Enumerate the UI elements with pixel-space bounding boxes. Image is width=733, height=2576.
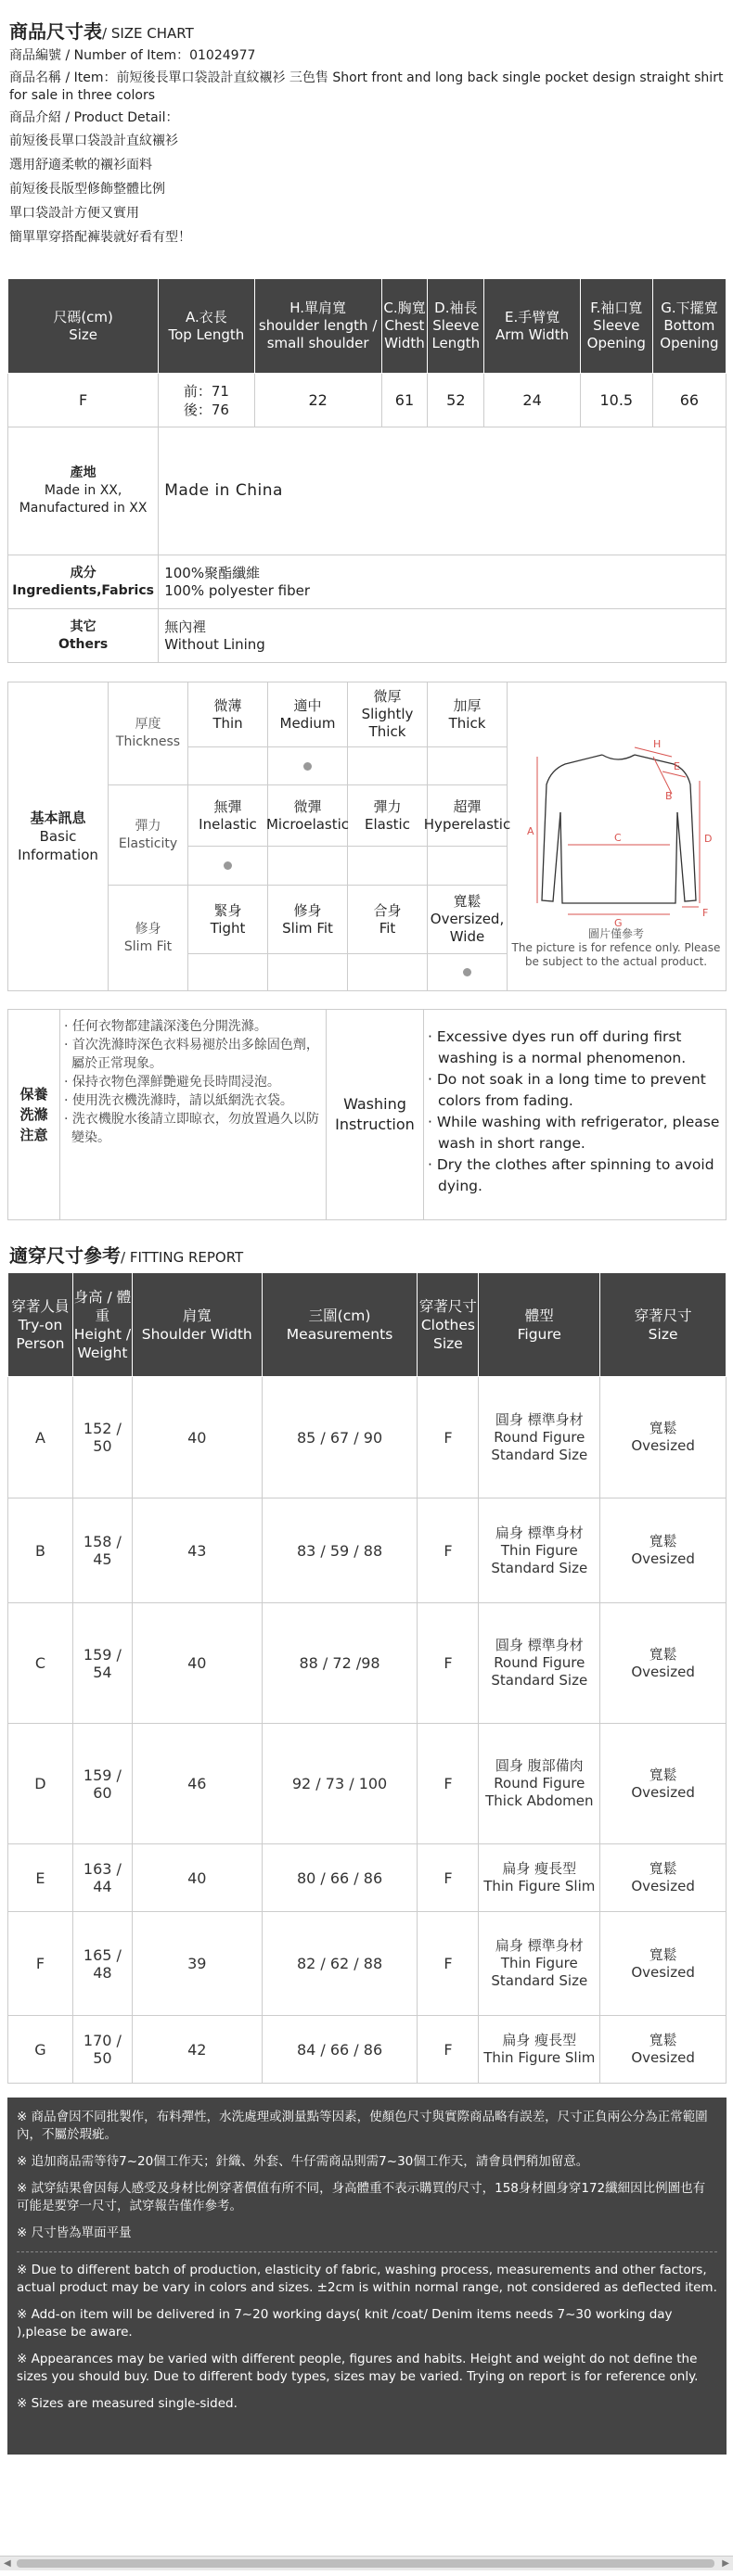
slimfit-row <box>109 886 508 990</box>
dot-cell <box>188 847 268 885</box>
basic-info-panel <box>7 682 727 991</box>
th-zh: G.下擺寬 <box>661 300 718 316</box>
option-inelastic <box>188 785 268 847</box>
dot-cell <box>348 747 428 784</box>
wash-zh-text: 使用洗衣機洗滌時，請以紙網洗衣袋。 <box>71 1093 293 1108</box>
cell-fit <box>600 2016 727 2084</box>
washing-en-list <box>428 1027 720 1197</box>
th-zh: E.手臂寬 <box>504 308 560 325</box>
opt-zh: 微薄 <box>213 696 242 714</box>
cell-person: B <box>8 1498 73 1603</box>
th-zh: D.袖長 <box>434 300 478 316</box>
opt-en: Elastic <box>365 815 410 833</box>
washing-zh-list <box>64 1017 326 1147</box>
opt-en: Tight <box>210 919 246 937</box>
fit-zh: 寬鬆 <box>649 2032 677 2048</box>
table-row <box>8 2016 727 2084</box>
note-zh: ※ 尺寸皆為單面平量 <box>17 2225 132 2240</box>
size-row <box>8 374 727 427</box>
fit-zh: 寬鬆 <box>649 1533 677 1549</box>
product-detail-label: 商品介紹 / Product Detail： <box>9 110 179 125</box>
dot-cell <box>268 747 348 784</box>
chest-value: 61 <box>381 374 428 427</box>
cell-fit <box>600 1844 727 1912</box>
cell-shoulder: 43 <box>132 1498 262 1603</box>
cell-meas: 88 / 72 /98 <box>262 1603 418 1724</box>
opt-zh: 修身 <box>293 901 322 919</box>
opt-zh: 加厚 <box>453 696 482 714</box>
cell-meas: 85 / 67 / 90 <box>262 1377 418 1498</box>
cell-size: F <box>418 1724 479 1844</box>
fit-zh: 寬鬆 <box>649 1945 677 1963</box>
cell-shoulder: 46 <box>132 1724 262 1844</box>
attr-name-en: Elasticity <box>118 835 178 851</box>
th-zh: C.胸寬 <box>383 300 426 316</box>
col-size <box>8 279 159 374</box>
opt-zh: 無彈 <box>213 797 242 815</box>
origin-label-en: Made in XX, Manufactured in XX <box>19 483 148 516</box>
basic-info-label-zh: 基本訊息 <box>30 810 86 826</box>
cell-hw: 159 / 60 <box>72 1724 132 1844</box>
selected-dot <box>224 861 232 870</box>
fig-en: Thin Figure Slim <box>483 2049 596 2066</box>
washing-instruction-text: Washing Instruction <box>335 1095 415 1133</box>
th-en: Bottom Opening <box>660 317 719 351</box>
material-value <box>159 555 727 609</box>
note-en: ※ Add-on item will be delivered in 7~20 working days( knit /coat/ Denim items needs 7~30 working day ),please be aware. <box>17 2307 673 2340</box>
washing-en-item: · Excessive dyes run off during first washing is a normal phenomenon. <box>428 1028 687 1066</box>
washing-zh-item: · 使用洗衣機洗滌時，請以紙網洗衣袋。 <box>64 1093 293 1108</box>
option-tight <box>188 886 268 954</box>
th-height-weight <box>72 1273 132 1377</box>
th-zh: 肩寬 <box>182 1307 212 1324</box>
diagram-letter: F <box>702 907 709 919</box>
cell-figure <box>479 1498 600 1603</box>
attribute-grid <box>109 682 511 990</box>
dot-cell <box>188 954 268 990</box>
fitting-title-zh: 適穿尺寸參考 <box>9 1244 121 1267</box>
th-en: Measurements <box>286 1325 393 1343</box>
notes-panel <box>7 2098 727 2455</box>
fit-en: Ovesized <box>631 1878 695 1894</box>
table-row <box>8 1603 727 1724</box>
fit-en: Ovesized <box>631 1783 695 1801</box>
cell-shoulder: 42 <box>132 2016 262 2084</box>
item-name: 商品名稱 / Item：前短後長單口袋設計直紋襯衫 三色售 Short front and long back single pocket design straight shirt for sale in three colors <box>9 70 724 103</box>
opt-en: Thick <box>448 714 486 732</box>
opt-zh: 超彈 <box>453 797 482 815</box>
opt-en: Slim Fit <box>282 919 333 937</box>
opt-zh: 微厚 <box>373 688 402 705</box>
opt-en: Fit <box>379 919 396 937</box>
item-number: 商品編號 / Number of Item：01024977 <box>9 48 256 63</box>
cuff-value: 10.5 <box>580 374 652 427</box>
opt-zh: 適中 <box>293 696 322 714</box>
cell-fit <box>600 1724 727 1844</box>
fit-zh: 寬鬆 <box>649 1420 677 1436</box>
other-zh: 無內裡 <box>164 618 207 635</box>
fit-zh: 寬鬆 <box>649 1860 677 1877</box>
cell-person: A <box>8 1377 73 1498</box>
cell-hw: 170 / 50 <box>72 2016 132 2084</box>
fit-en: Ovesized <box>631 1663 695 1680</box>
fig-zh: 扁身 瘦長型 <box>502 1860 577 1877</box>
col-chest <box>381 279 428 374</box>
cell-person: E <box>8 1844 73 1912</box>
opt-zh: 緊身 <box>213 901 242 919</box>
th-en: Try-on Person <box>16 1316 65 1352</box>
opt-zh: 寬鬆 <box>453 893 482 910</box>
th-en: Figure <box>517 1325 561 1343</box>
basic-info-label-en: Basic Information <box>18 828 98 863</box>
cell-size: F <box>418 1844 479 1912</box>
origin-label-zh: 產地 <box>70 465 96 480</box>
dot-cell <box>268 847 348 885</box>
arm-value: 24 <box>484 374 580 427</box>
basic-info-label <box>8 682 109 990</box>
scroll-left-arrow-icon[interactable]: ◀ <box>4 2558 11 2569</box>
fig-zh: 圓身 標準身材 <box>495 1637 584 1653</box>
fig-zh: 扁身 標準身材 <box>495 1524 584 1541</box>
th-en: shoulder length / small shoulder <box>258 317 378 351</box>
origin-value: Made in China <box>159 427 727 555</box>
thickness-row <box>109 682 508 785</box>
other-label-en: Others <box>58 636 109 652</box>
material-en: 100% polyester fiber <box>164 581 311 599</box>
washing-instruction-heading <box>326 1010 424 1219</box>
cell-figure <box>479 1912 600 2016</box>
th-clothes-size <box>418 1273 479 1377</box>
th-en: Shoulder Width <box>141 1325 252 1343</box>
origin-label <box>8 427 159 555</box>
note-zh: ※ 追加商品需等待7~20個工作天；針織、外套、牛仔需商品則需7~30個工作天，請會員們稍加留意。 <box>17 2154 589 2169</box>
option-slim-fit <box>268 886 348 954</box>
dot-cell <box>348 847 428 885</box>
elasticity-row <box>109 785 511 886</box>
th-zh: 穿著尺寸 <box>634 1307 692 1324</box>
washing-zh-item: · 洗衣機脫水後請立即晾衣，勿放置過久以防變染。 <box>64 1112 319 1145</box>
detail-line: 單口袋設計方便又實用 <box>9 206 139 221</box>
diagram-letter: E <box>674 760 680 772</box>
cell-hw: 165 / 48 <box>72 1912 132 2016</box>
cell-hw: 158 / 45 <box>72 1498 132 1603</box>
scrollbar-thumb[interactable] <box>17 2559 714 2568</box>
fig-en: Thin Figure Standard Size <box>491 1541 588 1576</box>
th-zh: 體型 <box>524 1307 554 1324</box>
opt-en: Microelastic <box>265 815 350 833</box>
diagram-letter: A <box>527 825 534 837</box>
cell-hw: 163 / 44 <box>72 1844 132 1912</box>
fig-zh: 扁身 瘦長型 <box>502 2032 577 2048</box>
fitting-title <box>9 1241 243 1268</box>
slimfit-label <box>109 886 188 990</box>
opt-en: Inelastic <box>199 815 257 833</box>
material-zh: 100%聚酯纖維 <box>164 564 261 581</box>
cell-figure <box>479 1844 600 1912</box>
dot-cell <box>428 747 508 784</box>
th-en: Sleeve Opening <box>586 317 646 351</box>
cell-fit <box>600 1912 727 2016</box>
opt-zh: 彈力 <box>373 797 402 815</box>
dot-cell <box>428 954 508 990</box>
th-zh: H.單肩寬 <box>289 300 347 316</box>
opt-zh: 微彈 <box>293 797 322 815</box>
opt-en: Thin <box>212 714 243 732</box>
thickness-label <box>109 682 188 784</box>
fig-en: Thin Figure Standard Size <box>491 1955 588 1989</box>
fit-en: Ovesized <box>631 1550 695 1567</box>
fig-en: Thin Figure Slim <box>483 1878 596 1894</box>
fitting-title-en: / FITTING REPORT <box>121 1249 244 1266</box>
material-label <box>8 555 159 609</box>
cell-hw: 152 / 50 <box>72 1377 132 1498</box>
fit-en: Ovesized <box>631 2049 695 2066</box>
page-title <box>9 17 194 44</box>
th-en: Sleeve Length <box>431 317 481 351</box>
fig-en: Round Figure Standard Size <box>491 1654 588 1689</box>
cell-meas: 82 / 62 / 88 <box>262 1912 418 2016</box>
option-thin <box>188 682 268 747</box>
detail-line: 簡單單穿搭配褲裝就好看有型！ <box>9 230 191 245</box>
horizontal-scrollbar[interactable] <box>0 2556 733 2570</box>
other-row <box>8 609 727 663</box>
opt-en: Slightly Thick <box>361 706 414 740</box>
fit-en: Ovesized <box>631 1437 695 1454</box>
fig-en: Round Figure Standard Size <box>491 1428 588 1463</box>
other-label-zh: 其它 <box>70 618 96 634</box>
cell-person: D <box>8 1724 73 1844</box>
col-sleeve <box>428 279 484 374</box>
cell-shoulder: 40 <box>132 1844 262 1912</box>
cell-size: F <box>418 2016 479 2084</box>
th-zh: 身高 / 體重 <box>73 1288 132 1324</box>
th-zh: A.衣長 <box>185 308 227 325</box>
size-value: F <box>8 374 159 427</box>
table-row <box>8 1498 727 1603</box>
cell-meas: 80 / 66 / 86 <box>262 1844 418 1912</box>
th-zh: 三圍(cm) <box>308 1307 371 1324</box>
note-en: ※ Appearances may be varied with different people, figures and habits. Height and weight do not define the sizes you should buy. Due to different body types, sizes may be varied. Trying on report is for reference only. <box>17 2352 699 2384</box>
bottom-value: 66 <box>652 374 726 427</box>
table-row <box>8 1724 727 1844</box>
attr-name-zh: 修身 <box>135 921 161 937</box>
origin-row <box>8 427 727 555</box>
opt-zh: 合身 <box>373 901 402 919</box>
washing-panel <box>7 1009 727 1220</box>
fig-en: Round Figure Thick Abdomen <box>485 1775 594 1809</box>
washing-label-text: 保養洗滌注意 <box>19 1086 48 1143</box>
cell-size: F <box>418 1912 479 2016</box>
dot-cell <box>348 954 428 990</box>
opt-en: Medium <box>279 714 336 732</box>
material-label-en: Ingredients,Fabrics <box>12 582 154 598</box>
title-zh: 商品尺寸表 <box>9 20 102 43</box>
note-en: ※ Due to different batch of production, elasticity of fabric, washing process, measurements and other factors, actual product may be vary in colors and sizes. ±2cm is within normal range, not considered as deflected item. <box>17 2263 717 2295</box>
table-row <box>8 1377 727 1498</box>
col-bottom <box>652 279 726 374</box>
th-zh: 穿著人員 <box>11 1297 70 1315</box>
diagram-letter: C <box>614 832 622 844</box>
cell-person: F <box>8 1912 73 2016</box>
col-shoulder <box>254 279 381 374</box>
fitting-table <box>7 1272 727 2084</box>
th-en: Top Length <box>168 325 245 343</box>
attr-name-zh: 彈力 <box>135 818 161 834</box>
detail-line: 前短後長單口袋設計直紋襯衫 <box>9 134 178 148</box>
length-value <box>159 374 254 427</box>
cell-fit <box>600 1377 727 1498</box>
th-zh: 穿著尺寸 <box>418 1297 477 1315</box>
scroll-right-arrow-icon[interactable]: ▶ <box>722 2558 729 2569</box>
notes-divider <box>17 2251 717 2252</box>
washing-zh-item: · 任何衣物都建議深淺色分開洗滌。 <box>64 1019 267 1034</box>
col-arm <box>484 279 580 374</box>
fit-zh: 寬鬆 <box>649 1645 677 1663</box>
col-cuff <box>580 279 652 374</box>
th-zh: F.袖口寬 <box>590 300 643 316</box>
attr-name-zh: 厚度 <box>135 717 161 732</box>
option-fit <box>348 886 428 954</box>
washing-label <box>8 1010 60 1219</box>
fig-zh: 圓身 標準身材 <box>495 1410 584 1428</box>
shoulder-value: 22 <box>254 374 381 427</box>
option-oversized <box>428 886 508 954</box>
attr-name-en: Thickness <box>115 734 181 749</box>
note-zh: ※ 商品會因不同批製作，布料彈性，水洗處理或測量點等因素，使顏色尺寸與實際商品略有誤差，尺寸正負兩公分為正常範圍內，不屬於瑕疵。 <box>17 2110 708 2142</box>
th-fit-size <box>600 1273 727 1377</box>
other-en: Without Lining <box>164 635 265 653</box>
washing-zh-item: · 首次洗滌時深色衣料易褪於出多餘固色劑，屬於正常現象。 <box>64 1038 319 1071</box>
th-en: Height / Weight <box>73 1325 132 1361</box>
washing-en-item: · While washing with refrigerator, please wash in short range. <box>428 1114 720 1152</box>
wash-en-text: Dry the clothes after spinning to avoid dying. <box>436 1156 714 1194</box>
table-row <box>8 1844 727 1912</box>
cell-shoulder: 39 <box>132 1912 262 2016</box>
cell-figure <box>479 2016 600 2084</box>
opt-en: Hyperelastic <box>423 815 511 833</box>
th-zh: 尺碼(cm) <box>53 308 113 325</box>
cell-size: F <box>418 1377 479 1498</box>
cell-figure <box>479 1603 600 1724</box>
size-table <box>7 278 727 663</box>
th-shoulder <box>132 1273 262 1377</box>
washing-en-item: · Do not soak in a long time to prevent colors from fading. <box>428 1071 706 1109</box>
wash-zh-text: 洗衣機脫水後請立即晾衣，勿放置過久以防變染。 <box>71 1112 319 1145</box>
wash-zh-text: 首次洗滌時深色衣料易褪於出多餘固色劑，屬於正常現象。 <box>71 1038 319 1071</box>
product-info <box>9 45 724 249</box>
selected-dot <box>303 762 312 771</box>
cell-figure <box>479 1724 600 1844</box>
diagram-letter: H <box>653 738 662 750</box>
cell-figure <box>479 1377 600 1498</box>
th-measurements <box>262 1273 418 1377</box>
cell-person: G <box>8 2016 73 2084</box>
option-microelastic <box>265 785 350 847</box>
note-zh: ※ 試穿結果會因每人感受及身材比例穿著價值有所不同，身高體重不表示購買的尺寸，158身材圓身穿172纖細因比例圖也有可能是要穿一尺寸，試穿報告僅作參考。 <box>17 2181 706 2213</box>
dot-cell <box>188 747 268 784</box>
wash-en-text: While washing with refrigerator, please wash in short range. <box>436 1114 720 1152</box>
cell-size: F <box>418 1603 479 1724</box>
th-en: Size <box>69 325 97 343</box>
length-back: 後：76 <box>183 401 229 418</box>
th-en: Clothes Size <box>420 1316 475 1352</box>
th-en: Size <box>648 1325 678 1343</box>
diagram-letter: B <box>665 790 673 802</box>
detail-line: 選用舒適柔軟的襯衫面料 <box>9 158 152 172</box>
th-en: Arm Width <box>495 325 570 343</box>
th-person <box>8 1273 73 1377</box>
diagram-note-en: The picture is for refence only. Please be subject to the actual product. <box>511 941 721 968</box>
option-elastic <box>348 785 428 847</box>
cell-size: F <box>418 1498 479 1603</box>
fig-zh: 扁身 標準身材 <box>495 1937 584 1954</box>
other-value <box>159 609 727 663</box>
fit-en: Ovesized <box>631 1963 695 1981</box>
length-front: 前：71 <box>183 382 229 400</box>
size-table-header <box>8 279 727 374</box>
option-slightly-thick <box>348 682 428 747</box>
wash-zh-text: 保持衣物色澤鮮艷避免長時間浸泡。 <box>71 1075 280 1090</box>
fig-zh: 圓身 腹部備肉 <box>495 1757 584 1774</box>
option-medium <box>268 682 348 747</box>
wash-en-text: Excessive dyes run off during first washing is a normal phenomenon. <box>436 1028 687 1066</box>
wash-zh-text: 任何衣物都建議深淺色分開洗滌。 <box>71 1019 267 1034</box>
col-length <box>159 279 254 374</box>
dot-cell <box>268 954 348 990</box>
fitting-header <box>8 1273 727 1377</box>
other-label <box>8 609 159 663</box>
option-hyperelastic <box>423 785 511 847</box>
diagram-note-zh: 圖片僅參考 <box>587 927 644 940</box>
option-thick <box>428 682 508 747</box>
fit-zh: 寬鬆 <box>649 1766 677 1783</box>
th-en: Chest Width <box>384 317 425 351</box>
cell-fit <box>600 1498 727 1603</box>
elasticity-label <box>109 785 188 885</box>
note-en: ※ Sizes are measured single-sided. <box>17 2396 238 2411</box>
wash-en-text: Do not soak in a long time to prevent colors from fading. <box>436 1071 706 1109</box>
opt-en: Oversized, Wide <box>430 911 505 945</box>
washing-en-item: · Dry the clothes after spinning to avoid dying. <box>428 1156 714 1194</box>
diagram-note <box>509 927 723 969</box>
sleeve-value: 52 <box>428 374 484 427</box>
cell-hw: 159 / 54 <box>72 1603 132 1724</box>
selected-dot <box>463 968 471 976</box>
detail-line: 前短後長版型修飾整體比例 <box>9 182 165 197</box>
cell-shoulder: 40 <box>132 1377 262 1498</box>
material-label-zh: 成分 <box>70 565 96 580</box>
attr-name-en: Slim Fit <box>123 938 173 954</box>
cell-person: C <box>8 1603 73 1724</box>
title-en: / SIZE CHART <box>102 25 194 42</box>
cell-meas: 92 / 73 / 100 <box>262 1724 418 1844</box>
th-figure <box>479 1273 600 1377</box>
cell-shoulder: 40 <box>132 1603 262 1724</box>
material-row <box>8 555 727 609</box>
table-row <box>8 1912 727 2016</box>
cell-meas: 84 / 66 / 86 <box>262 2016 418 2084</box>
dot-cell <box>428 847 508 885</box>
cell-fit <box>600 1603 727 1724</box>
washing-zh-item: · 保持衣物色澤鮮艷避免長時間浸泡。 <box>64 1075 280 1090</box>
diagram-letter: G <box>614 917 623 929</box>
diagram-letter: D <box>704 833 713 845</box>
cell-meas: 83 / 59 / 88 <box>262 1498 418 1603</box>
